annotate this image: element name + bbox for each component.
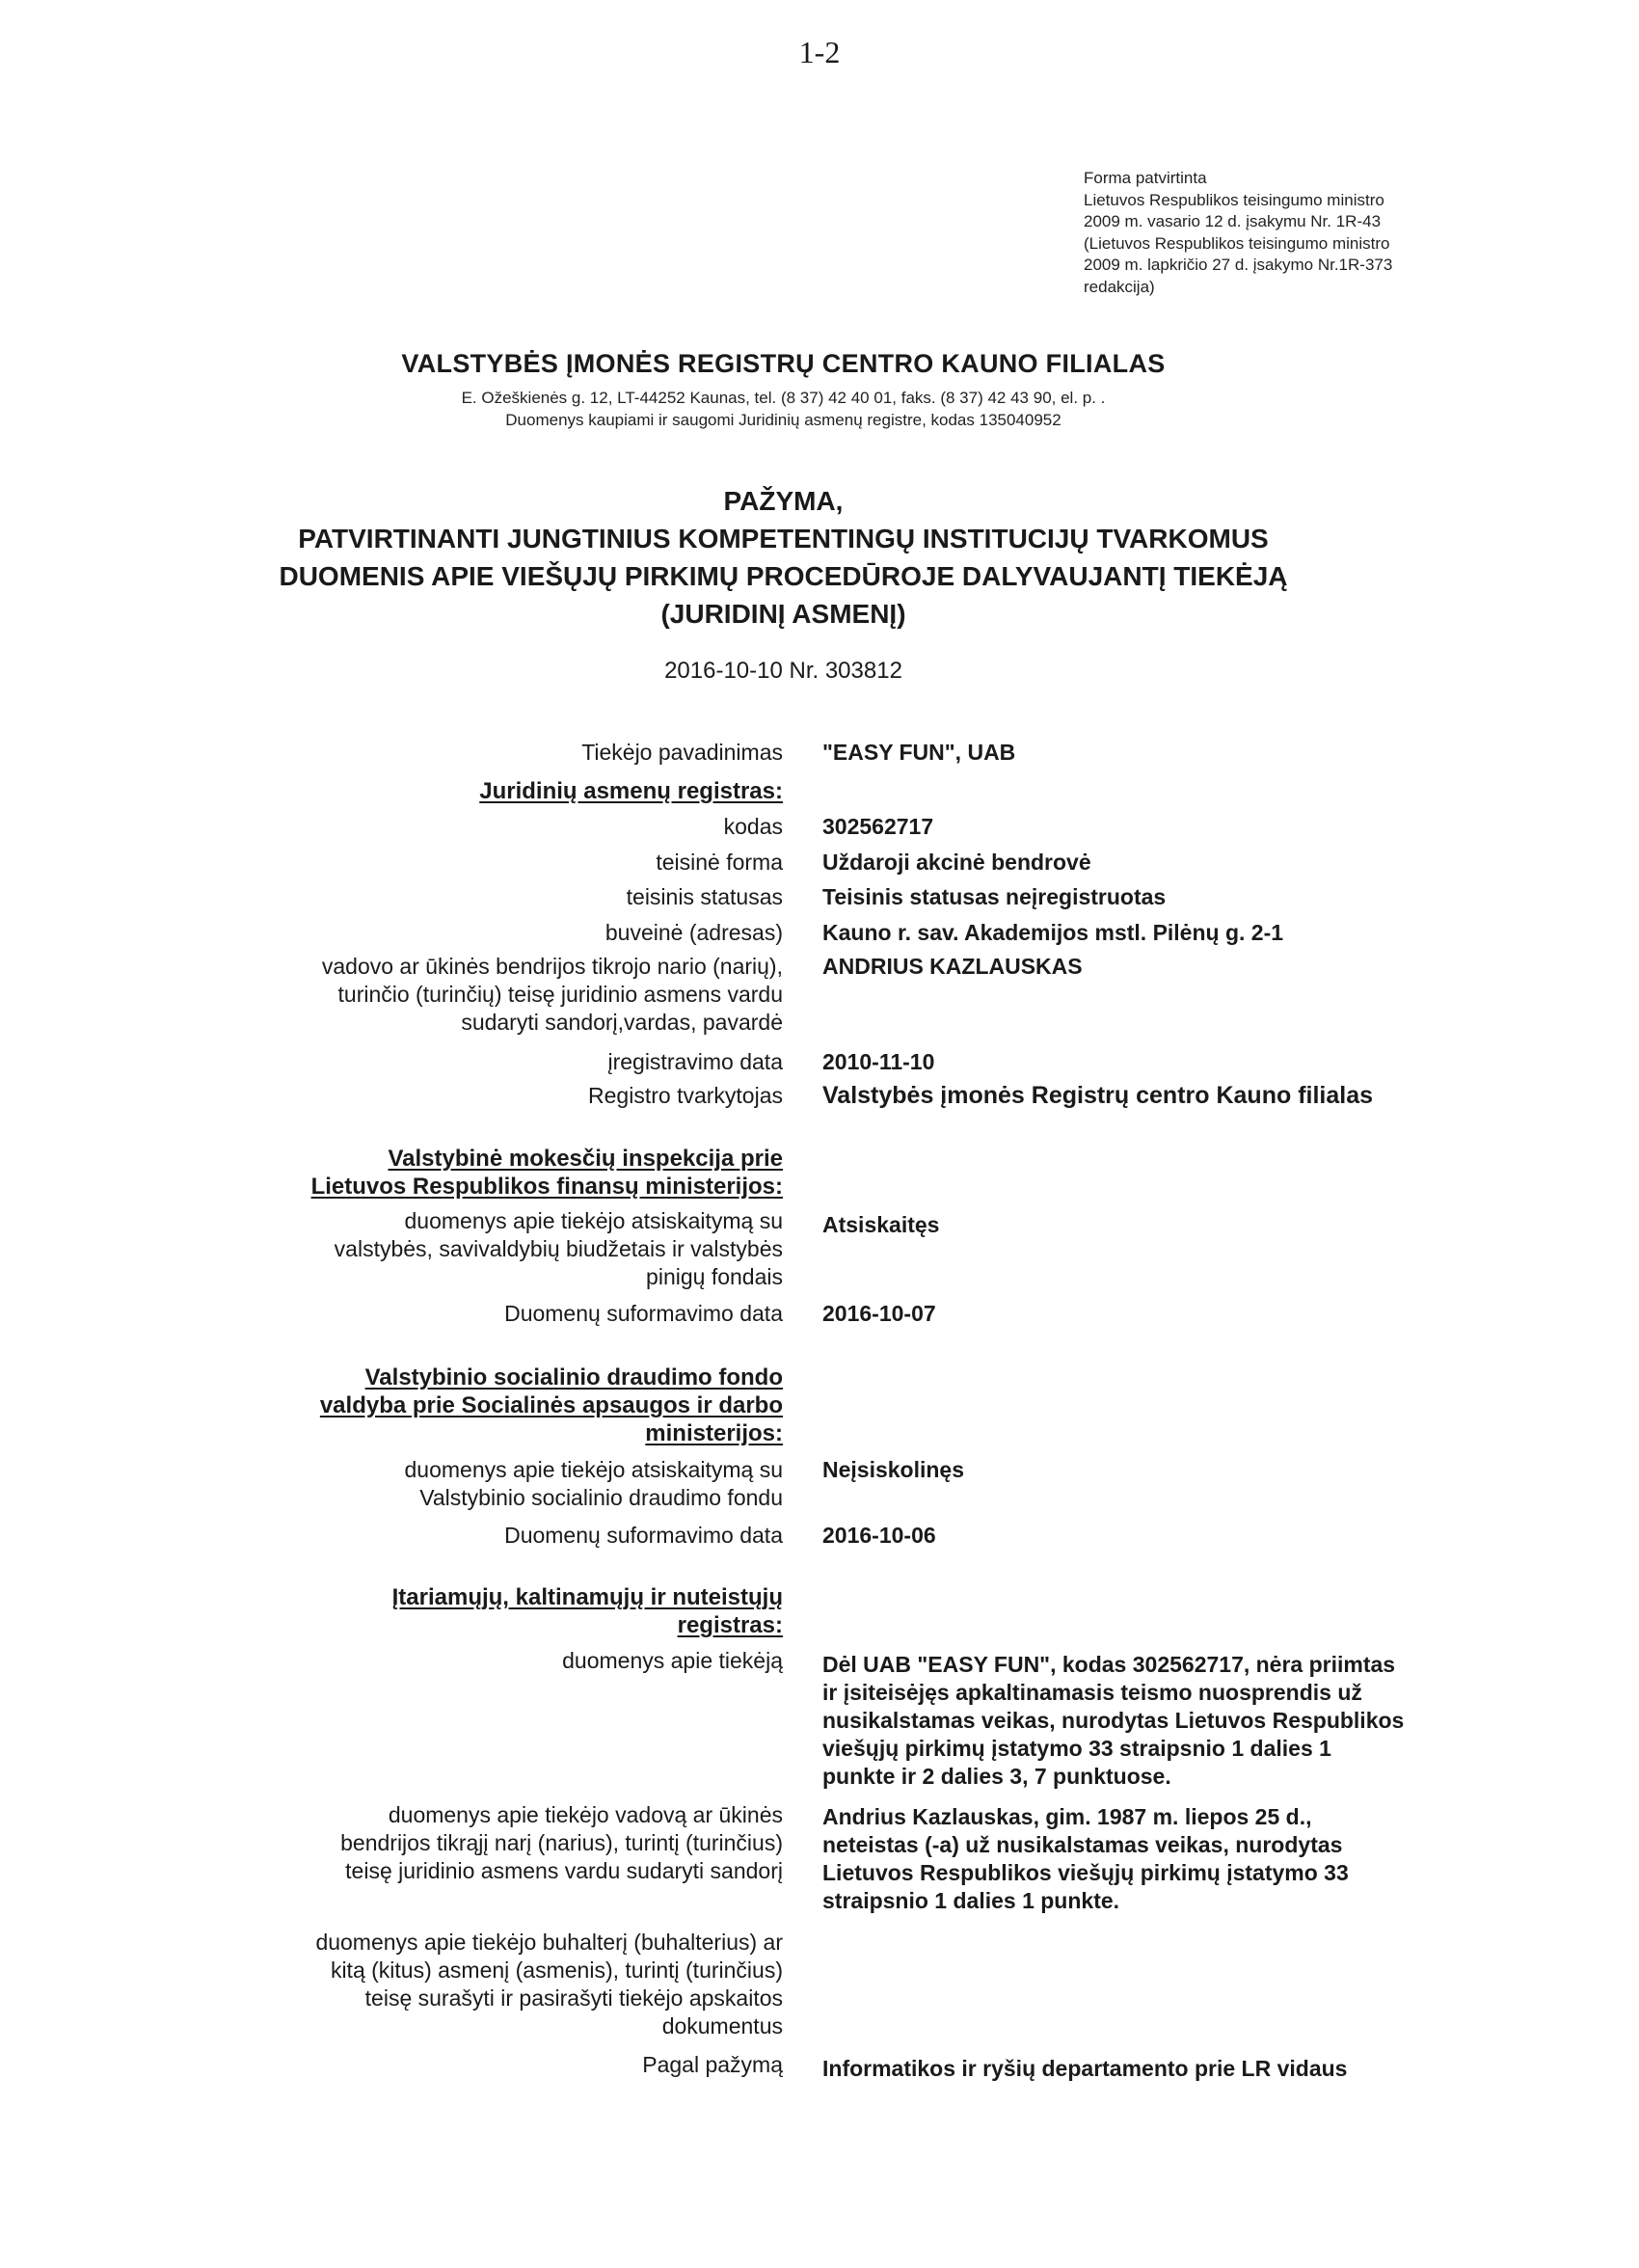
reg-date-label: įregistravimo data — [607, 1049, 783, 1074]
registrar-label: Registro tvarkytojas — [588, 1083, 783, 1108]
tax-date-value: 2016-10-07 — [822, 1301, 936, 1326]
suspects-accountant-label-line: kitą (kitus) asmenį (asmenis), turintį (turinčius) — [330, 1958, 783, 1983]
suspects-supplier-value-line: punkte ir 2 dalies 3, 7 punktuose. — [822, 1764, 1171, 1789]
document-title — [0, 482, 1639, 633]
sodra-settlement-label-line: Valstybinio socialinio draudimo fondu — [419, 1485, 783, 1510]
code-label: kodas — [723, 814, 783, 839]
address-value: Kauno r. sav. Akademijos mstl. Pilėnų g. 2-1 — [822, 920, 1284, 945]
title-line: PATVIRTINANTI JUNGTINIUS KOMPETENTINGŲ INSTITUCIJŲ TVARKOMUS — [298, 524, 1269, 554]
sodra-heading-line: ministerijos: — [645, 1420, 783, 1446]
page-number: 1-2 — [798, 35, 841, 69]
tax-heading-line: Valstybinė mokesčių inspekcija prie — [388, 1146, 783, 1172]
date-number-text: 2016-10-10 Nr. 303812 — [664, 658, 902, 684]
suspects-manager-label-line: duomenys apie tiekėjo vadovą ar ūkinės — [388, 1802, 783, 1827]
suspects-heading — [204, 1583, 783, 1639]
suspects-accountant-label-line: teisę surašyti ir pasirašyti tiekėjo apskaitos — [364, 1985, 783, 2011]
suspects-supplier-value — [822, 1651, 1449, 1791]
code-value: 302562717 — [822, 814, 934, 839]
suspects-supplier-label: duomenys apie tiekėją — [562, 1648, 783, 1673]
form-note-line: redakcija) — [1084, 277, 1155, 296]
document-date-number — [0, 658, 1639, 685]
issuer-address: E. Ožeškienės g. 12, LT-44252 Kaunas, tel. (8 37) 42 40 01, faks. (8 37) 42 43 90, el. p. . — [461, 389, 1106, 407]
certificate-value: Informatikos ir ryšių departamento prie LR vidaus — [822, 2056, 1348, 2081]
form-note-line: Lietuvos Respublikos teisingumo ministro — [1084, 190, 1384, 209]
legal-form-label: teisinė forma — [656, 850, 783, 875]
sodra-settlement-label — [185, 1456, 783, 1512]
tax-heading-line: Lietuvos Respublikos finansų ministerijos: — [310, 1174, 783, 1200]
suspects-accountant-label-line: dokumentus — [661, 2013, 783, 2038]
form-note-line: 2009 m. vasario 12 d. įsakymu Nr. 1R-43 — [1084, 212, 1382, 230]
form-note-line: Forma patvirtinta — [1084, 169, 1207, 187]
sodra-heading-line: valdyba prie Socialinės apsaugos ir darbo — [319, 1392, 783, 1418]
suspects-manager-label-line: teisę juridinio asmens vardu sudaryti sandorį — [345, 1858, 783, 1883]
form-note-line: (Lietuvos Respublikos teisingumo ministro — [1084, 233, 1390, 253]
legal-status-label: teisinis statusas — [626, 884, 783, 909]
certificate-label: Pagal pažymą — [642, 2052, 783, 2077]
tax-settlement-label-line: pinigų fondais — [646, 1264, 783, 1289]
form-note-line: 2009 m. lapkričio 27 d. įsakymo Nr.1R-373 — [1084, 256, 1393, 274]
suspects-heading-line: registras: — [677, 1612, 783, 1638]
sodra-date-value: 2016-10-06 — [822, 1523, 936, 1548]
legal-register-heading: Juridinių asmenų registras: — [479, 778, 783, 804]
registrar-value: Valstybės įmonės Registrų centro Kauno filialas — [822, 1082, 1374, 1109]
sodra-heading-line: Valstybinio socialinio draudimo fondo — [364, 1364, 783, 1390]
title-line: (JURIDINĮ ASMENĮ) — [660, 599, 906, 629]
manager-label-line: turinčio (turinčių) teisę juridinio asmens vardu — [337, 982, 783, 1007]
title-line: PAŽYMA, — [723, 486, 844, 516]
suspects-supplier-value-line: Dėl UAB "EASY FUN", kodas 302562717, nėra priimtas — [822, 1652, 1396, 1677]
legal-form-value: Uždaroji akcinė bendrovė — [822, 850, 1091, 875]
manager-label-line: sudaryti sandorį,vardas, pavardė — [461, 1010, 783, 1035]
tax-settlement-value: Atsiskaitęs — [822, 1212, 940, 1237]
tax-settlement-label-line: duomenys apie tiekėjo atsiskaitymą su — [404, 1208, 783, 1233]
suspects-manager-value-line: straipsnio 1 dalies 1 punkte. — [822, 1888, 1120, 1913]
tax-heading — [204, 1145, 783, 1201]
suspects-manager-value — [822, 1803, 1449, 1915]
title-line: DUOMENIS APIE VIEŠŲJŲ PIRKIMŲ PROCEDŪROJE DALYVAUJANTĮ TIEKĖJĄ — [279, 561, 1288, 591]
supplier-label: Tiekėjo pavadinimas — [581, 740, 783, 765]
suspects-accountant-label — [185, 1929, 783, 2040]
manager-label — [185, 953, 783, 1037]
sodra-date-label: Duomenų suformavimo data — [504, 1523, 783, 1548]
manager-value: ANDRIUS KAZLAUSKAS — [822, 954, 1083, 979]
issuer-block — [0, 349, 1639, 430]
suspects-manager-value-line: neteistas (-a) už nusikalstamas veikas, nurodytas — [822, 1832, 1343, 1857]
sodra-heading — [204, 1364, 783, 1447]
sodra-settlement-value: Neįsiskolinęs — [822, 1457, 965, 1482]
tax-date-label: Duomenų suformavimo data — [504, 1301, 783, 1326]
manager-label-line: vadovo ar ūkinės bendrijos tikrojo nario (narių), — [321, 954, 783, 979]
suspects-manager-label — [185, 1801, 783, 1885]
suspects-supplier-value-line: ir įsiteisėjęs apkaltinamasis teismo nuosprendis už — [822, 1680, 1362, 1705]
tax-settlement-label-line: valstybės, savivaldybių biudžetais ir valstybės — [334, 1236, 783, 1261]
tax-settlement-label — [185, 1207, 783, 1291]
address-label: buveinė (adresas) — [605, 920, 783, 945]
suspects-manager-label-line: bendrijos tikrąjį narį (narius), turintį (turinčius) — [340, 1830, 783, 1855]
issuer-register-note: Duomenys kaupiami ir saugomi Juridinių asmenų registre, kodas 135040952 — [505, 411, 1061, 429]
suspects-supplier-value-line: viešųjų pirkimų įstatymo 33 straipsnio 1 dalies 1 — [822, 1736, 1331, 1761]
suspects-heading-line: Įtariamųjų, kaltinamųjų ir nuteistųjų — [391, 1584, 783, 1610]
supplier-value: "EASY FUN", UAB — [822, 740, 1016, 765]
legal-status-value: Teisinis statusas neįregistruotas — [822, 884, 1167, 909]
issuer-name: VALSTYBĖS ĮMONĖS REGISTRŲ CENTRO KAUNO FILIALAS — [401, 349, 1166, 378]
suspects-manager-value-line: Lietuvos Respublikos viešųjų pirkimų įstatymo 33 — [822, 1860, 1349, 1885]
sodra-settlement-label-line: duomenys apie tiekėjo atsiskaitymą su — [404, 1457, 783, 1482]
suspects-supplier-value-line: nusikalstamas veikas, nurodytas Lietuvos Respublikos — [822, 1708, 1405, 1733]
suspects-manager-value-line: Andrius Kazlauskas, gim. 1987 m. liepos 25 d., — [822, 1804, 1312, 1829]
suspects-accountant-label-line: duomenys apie tiekėjo buhalterį (buhalterius) ar — [315, 1930, 783, 1955]
reg-date-value: 2010-11-10 — [822, 1049, 935, 1074]
form-approval-note — [1084, 168, 1508, 298]
